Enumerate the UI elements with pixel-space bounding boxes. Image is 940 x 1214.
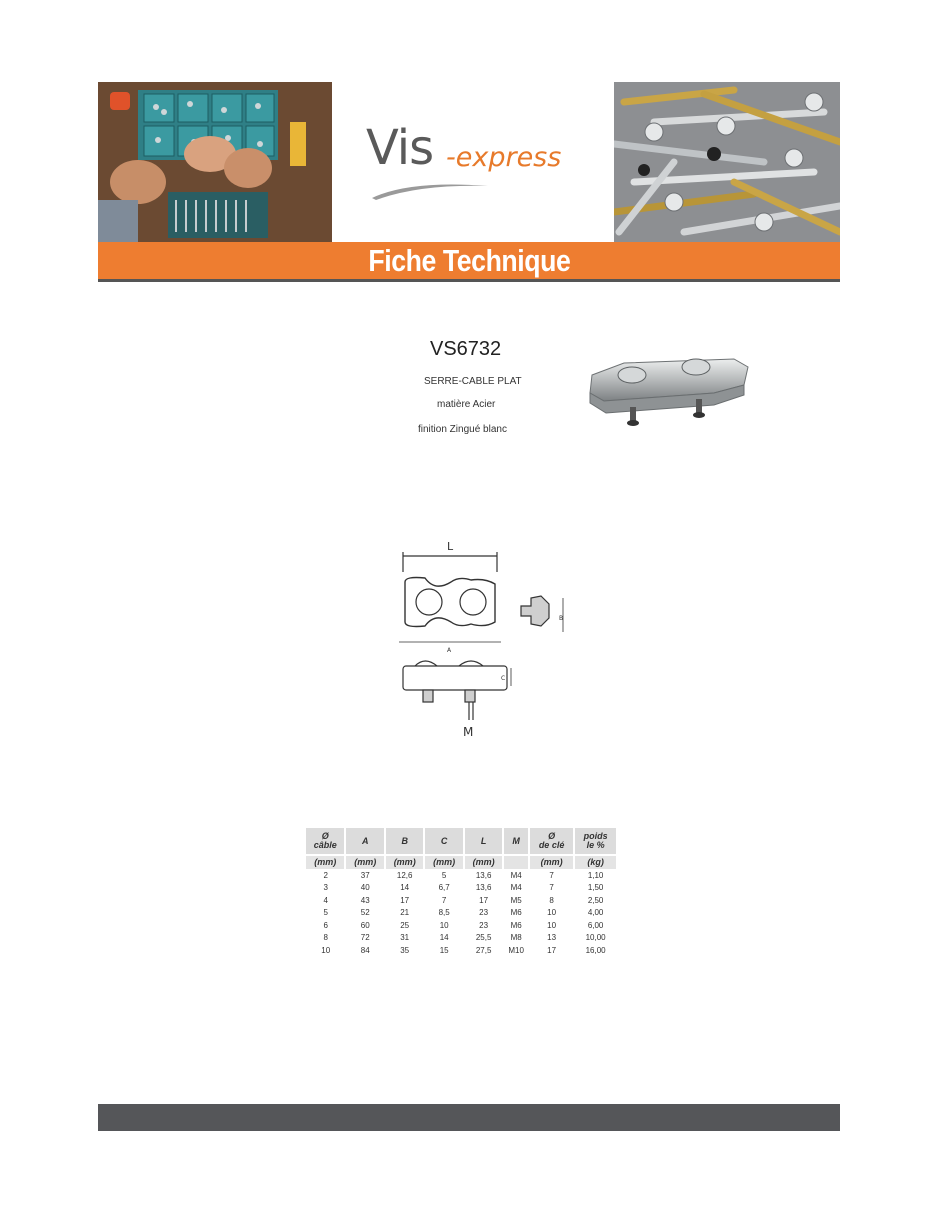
table-header-cell: poids le % [574, 828, 617, 855]
table-unit-cell: (kg) [574, 855, 617, 869]
header-banner [98, 82, 840, 282]
table-cell: 6,00 [587, 920, 604, 930]
table-unit-cell: (mm) [529, 855, 574, 869]
table-cell: 35 [400, 945, 410, 955]
table-unit-cell: (mm) [385, 855, 424, 869]
dim-label-A: A [447, 647, 452, 654]
table-header-cell: B [385, 828, 424, 855]
table-row [306, 919, 617, 932]
dim-label-M: M [463, 725, 474, 739]
table-cell: 8 [549, 895, 554, 905]
table-cell: 1,50 [587, 883, 604, 893]
table-cell: 31 [400, 933, 410, 943]
table-row [306, 894, 617, 907]
table-cell: 8,5 [438, 908, 450, 918]
table-row [306, 882, 617, 895]
footer-bar [98, 1104, 840, 1131]
table-cell: M10 [508, 945, 524, 955]
table-cell: M4 [510, 870, 522, 880]
table-cell: 8 [323, 933, 328, 943]
cable-clamp-photo [584, 345, 750, 431]
dim-label-C: C [501, 675, 506, 682]
table-cell: 3 [323, 883, 328, 893]
table-header-cell: A [345, 828, 384, 855]
logo-sub-text: -express [446, 142, 562, 173]
table-cell: 13,6 [475, 883, 492, 893]
table-unit-cell [503, 855, 529, 869]
logo-main-text: Vis [366, 120, 434, 176]
table-cell: 7 [549, 870, 554, 880]
technical-diagram [385, 536, 595, 746]
table-cell: 5 [441, 870, 447, 880]
table-cell: 6 [323, 920, 328, 930]
screws-pile-photo [614, 82, 840, 242]
table-cell: 17 [547, 945, 557, 955]
table-cell: 60 [360, 920, 370, 930]
table-cell: 13,6 [475, 870, 492, 880]
dimensions-table [306, 828, 618, 957]
table-header-cell: Ø de clé [529, 828, 574, 855]
table-cell: M8 [510, 933, 522, 943]
table-cell: 4 [323, 895, 328, 905]
table-units-row [306, 855, 617, 869]
table-unit-cell: (mm) [424, 855, 463, 869]
table-cell: 14 [439, 933, 449, 943]
table-cell: 14 [400, 883, 410, 893]
table-header-cell: C [424, 828, 463, 855]
table-header-cell: M [503, 828, 529, 855]
table-cell: 25 [400, 920, 410, 930]
table-unit-cell: (mm) [345, 855, 384, 869]
table-cell: 52 [360, 908, 370, 918]
vis-express-logo [366, 120, 606, 210]
table-row [306, 944, 617, 957]
table-header-cell: L [464, 828, 503, 855]
table-cell: 17 [479, 895, 489, 905]
logo-swoosh-icon [370, 178, 490, 202]
table-cell: 10 [547, 920, 557, 930]
table-row [306, 932, 617, 945]
table-cell: 21 [400, 908, 410, 918]
table-cell: 72 [360, 933, 370, 943]
table-cell: 37 [360, 870, 370, 880]
tool-box-photo [98, 82, 332, 242]
table-cell: 1,10 [587, 870, 604, 880]
table-cell: 7 [441, 895, 447, 905]
table-cell: M4 [510, 883, 522, 893]
table-cell: 6,7 [438, 883, 450, 893]
table-row [306, 869, 617, 882]
dim-label-L: L [447, 540, 454, 553]
table-cell: 2 [323, 870, 328, 880]
page-title: Fiche Technique [368, 242, 570, 278]
dim-label-B: B [559, 615, 564, 622]
table-cell: 10 [439, 920, 449, 930]
table-cell: 84 [360, 945, 370, 955]
table-cell: 7 [549, 883, 554, 893]
title-ribbon [98, 242, 840, 282]
table-cell: M6 [510, 920, 522, 930]
product-type: SERRE-CABLE PLAT [424, 376, 522, 387]
table-cell: 10,00 [585, 933, 606, 943]
table-unit-cell: (mm) [464, 855, 503, 869]
table-header-cell: Ø câble [306, 828, 345, 855]
table-cell: 4,00 [587, 908, 604, 918]
product-code: VS6732 [430, 338, 502, 360]
product-finish: finition Zingué blanc [418, 424, 507, 435]
table-cell: 13 [547, 933, 557, 943]
table-cell: 43 [360, 895, 370, 905]
table-cell: 12,6 [396, 870, 413, 880]
table-cell: 5 [323, 908, 328, 918]
table-cell: 27,5 [475, 945, 492, 955]
table-cell: 10 [321, 945, 331, 955]
table-row [306, 907, 617, 920]
table-cell: 23 [479, 920, 489, 930]
table-cell: 40 [360, 883, 370, 893]
table-cell: 25,5 [475, 933, 492, 943]
product-material: matière Acier [437, 399, 496, 410]
table-cell: M5 [510, 895, 522, 905]
table-cell: 17 [400, 895, 410, 905]
table-cell: 10 [547, 908, 557, 918]
table-header-row [306, 828, 617, 855]
table-cell: M6 [510, 908, 522, 918]
table-cell: 15 [439, 945, 449, 955]
table-cell: 16,00 [585, 945, 606, 955]
table-unit-cell: (mm) [306, 855, 345, 869]
table-cell: 23 [479, 908, 489, 918]
table-body [306, 869, 617, 957]
table-cell: 2,50 [587, 895, 604, 905]
